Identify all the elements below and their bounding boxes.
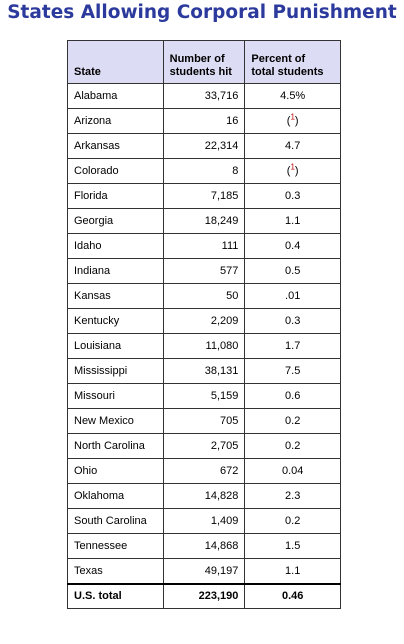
table-row	[68, 134, 341, 159]
table-row	[68, 109, 341, 134]
cell-percent: 1.7	[245, 334, 341, 359]
cell-number: 705	[163, 409, 245, 434]
cell-percent: 4.7	[245, 134, 341, 159]
percent-paren-close: )	[294, 115, 299, 127]
table-row	[68, 209, 341, 234]
table-body	[68, 84, 341, 609]
cell-state: South Carolina	[68, 509, 164, 534]
cell-number: 22,314	[163, 134, 245, 159]
table-row	[68, 84, 341, 109]
cell-number: 50	[163, 284, 245, 309]
cell-state: Alabama	[68, 84, 164, 109]
header-row	[68, 41, 341, 84]
table-row	[68, 359, 341, 384]
cell-percent	[245, 159, 341, 184]
total-number: 223,190	[163, 584, 245, 609]
percent-paren-open: (	[286, 165, 291, 177]
cell-percent: 0.2	[245, 509, 341, 534]
cell-percent: 1.5	[245, 534, 341, 559]
cell-percent: 0.4	[245, 234, 341, 259]
cell-state: Tennessee	[68, 534, 164, 559]
table-row	[68, 284, 341, 309]
cell-number: 5,159	[163, 384, 245, 409]
cell-percent: 0.5	[245, 259, 341, 284]
cell-number: 8	[163, 159, 245, 184]
total-row	[68, 584, 341, 609]
table-row	[68, 484, 341, 509]
cell-state: Louisiana	[68, 334, 164, 359]
footnote-marker: 1	[290, 162, 295, 172]
header-percent-line1: Percent of	[251, 53, 306, 65]
header-state-label: State	[74, 66, 101, 78]
cell-percent: 1.1	[245, 209, 341, 234]
cell-percent: 2.3	[245, 484, 341, 509]
header-number-line2: students hit	[169, 66, 232, 78]
table-header	[68, 41, 341, 84]
footnote-marker: 1	[290, 112, 295, 122]
cell-state: Georgia	[68, 209, 164, 234]
cell-percent: 0.2	[245, 434, 341, 459]
table-row	[68, 434, 341, 459]
header-state	[68, 41, 164, 84]
cell-state: Texas	[68, 559, 164, 584]
header-percent	[245, 41, 341, 84]
table-row	[68, 309, 341, 334]
cell-number: 14,828	[163, 484, 245, 509]
table-row	[68, 559, 341, 584]
table-row	[68, 459, 341, 484]
table-row	[68, 384, 341, 409]
table-row	[68, 184, 341, 209]
cell-number: 14,868	[163, 534, 245, 559]
header-number	[163, 41, 245, 84]
cell-percent: .01	[245, 284, 341, 309]
cell-percent: 0.3	[245, 184, 341, 209]
cell-number: 18,249	[163, 209, 245, 234]
cell-percent: 4.5%	[245, 84, 341, 109]
cell-percent: 7.5	[245, 359, 341, 384]
cell-state: Kansas	[68, 284, 164, 309]
cell-percent: 1.1	[245, 559, 341, 584]
page-title: States Allowing Corporal Punishment	[7, 2, 397, 23]
table-row	[68, 534, 341, 559]
table-row	[68, 334, 341, 359]
table-row	[68, 509, 341, 534]
cell-state: New Mexico	[68, 409, 164, 434]
cell-percent: 0.04	[245, 459, 341, 484]
cell-percent: 0.6	[245, 384, 341, 409]
cell-state: Colorado	[68, 159, 164, 184]
cell-number: 49,197	[163, 559, 245, 584]
cell-state: Oklahoma	[68, 484, 164, 509]
cell-state: North Carolina	[68, 434, 164, 459]
cell-number: 38,131	[163, 359, 245, 384]
cell-number: 111	[163, 234, 245, 259]
cell-number: 577	[163, 259, 245, 284]
corporal-punishment-table	[67, 40, 341, 609]
header-percent-line2: total students	[251, 66, 324, 78]
header-number-line1: Number of	[169, 53, 225, 65]
percent-paren-open: (	[286, 115, 291, 127]
cell-number: 11,080	[163, 334, 245, 359]
cell-number: 16	[163, 109, 245, 134]
cell-state: Kentucky	[68, 309, 164, 334]
cell-percent	[245, 109, 341, 134]
table-row	[68, 234, 341, 259]
cell-percent: 0.2	[245, 409, 341, 434]
table-row	[68, 409, 341, 434]
cell-state: Ohio	[68, 459, 164, 484]
cell-state: Missouri	[68, 384, 164, 409]
cell-state: Idaho	[68, 234, 164, 259]
total-percent: 0.46	[245, 584, 341, 609]
cell-number: 7,185	[163, 184, 245, 209]
cell-number: 2,209	[163, 309, 245, 334]
cell-number: 1,409	[163, 509, 245, 534]
cell-state: Arkansas	[68, 134, 164, 159]
table-row	[68, 159, 341, 184]
cell-state: Florida	[68, 184, 164, 209]
cell-state: Indiana	[68, 259, 164, 284]
table-row	[68, 259, 341, 284]
total-label: U.S. total	[68, 584, 164, 609]
cell-number: 33,716	[163, 84, 245, 109]
cell-state: Arizona	[68, 109, 164, 134]
cell-percent: 0.3	[245, 309, 341, 334]
percent-paren-close: )	[294, 165, 299, 177]
cell-number: 2,705	[163, 434, 245, 459]
cell-number: 672	[163, 459, 245, 484]
cell-state: Mississippi	[68, 359, 164, 384]
